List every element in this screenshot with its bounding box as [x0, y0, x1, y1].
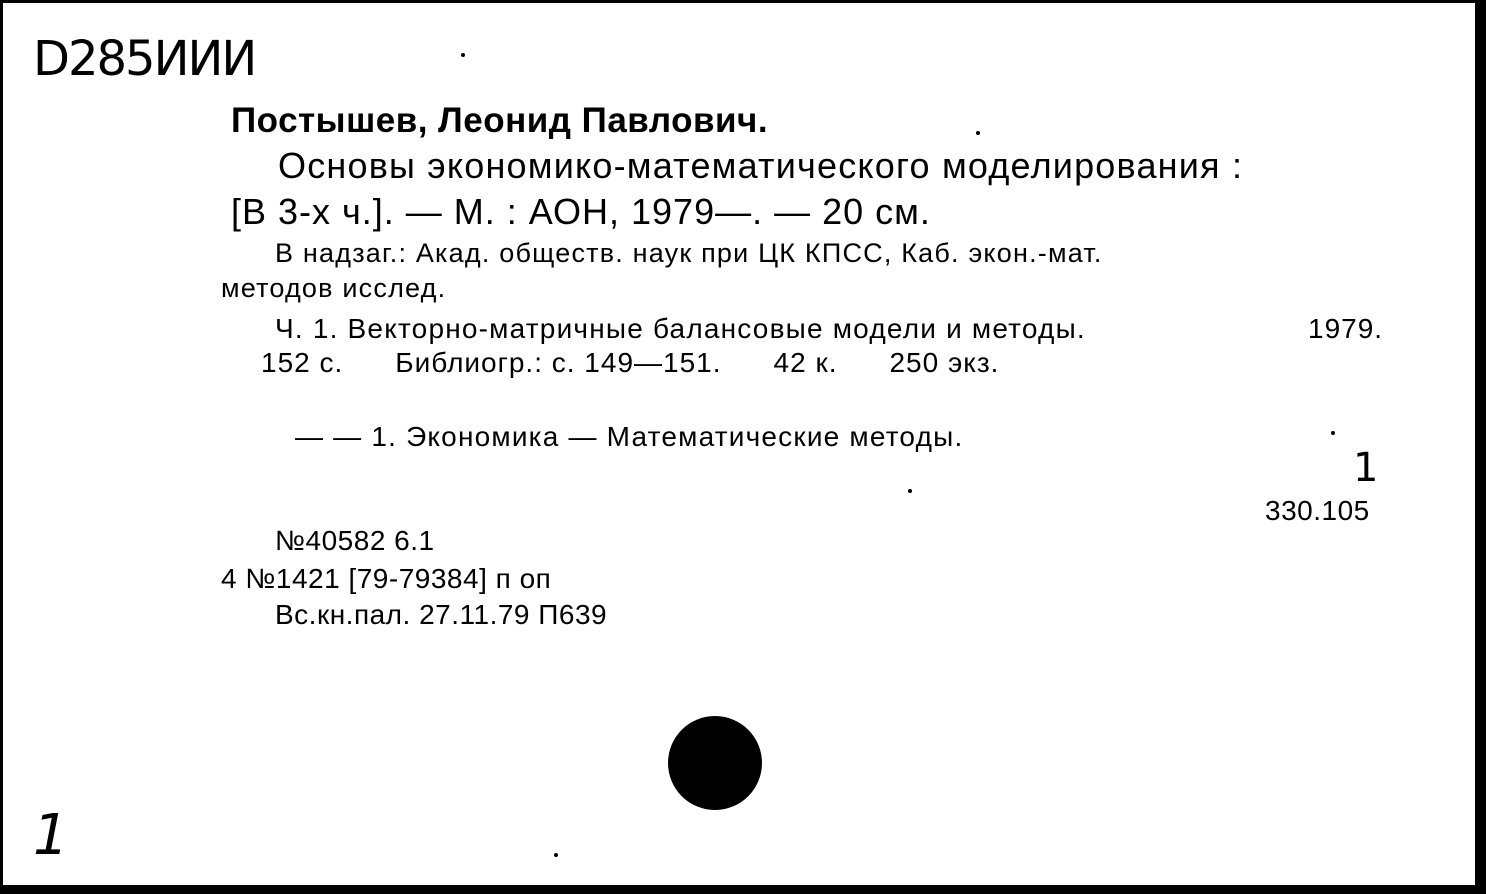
ink-speck	[554, 853, 558, 857]
note-line-2: методов исслед.	[221, 273, 447, 303]
class-handwritten-mark: 1	[1353, 445, 1379, 491]
author-heading: Постышев, Леонид Павлович.	[231, 101, 769, 140]
punch-hole	[668, 716, 762, 810]
tech-line-2: 4 №1421 [79-79384] п оп	[221, 563, 552, 594]
note-line-1: В надзаг.: Акад. обществ. наук при ЦК КПСС, Каб. экон.-мат.	[275, 238, 1103, 268]
corner-handwritten-mark: 1	[33, 803, 69, 868]
part-details	[261, 347, 1051, 379]
classification-number: 330.105	[1265, 495, 1370, 526]
part-price: 42 к.	[773, 347, 838, 378]
part-copies: 250 экз.	[889, 347, 1000, 378]
call-number: D285ИИИ	[33, 31, 256, 87]
ink-speck	[908, 489, 912, 493]
title-line-2: [В 3-х ч.]. — М. : АОН, 1979—. — 20 см.	[231, 191, 931, 232]
ink-speck	[1331, 431, 1335, 435]
ink-speck	[461, 53, 465, 57]
part-year: 1979.	[1308, 313, 1384, 344]
tech-line-1: №40582 6.1	[275, 525, 435, 556]
part-pages: 152 с.	[261, 347, 344, 378]
part-title: Ч. 1. Векторно-матричные балансовые модели и методы.	[275, 313, 1086, 344]
tech-line-3: Вс.кн.пал. 27.11.79 П639	[275, 599, 608, 630]
title-line-1: Основы экономико-математического моделирования :	[278, 145, 1244, 186]
ink-speck	[976, 131, 980, 135]
subject-heading: — — 1. Экономика — Математические методы.	[295, 421, 964, 452]
part-bibliography: Библиогр.: с. 149—151.	[395, 347, 722, 378]
